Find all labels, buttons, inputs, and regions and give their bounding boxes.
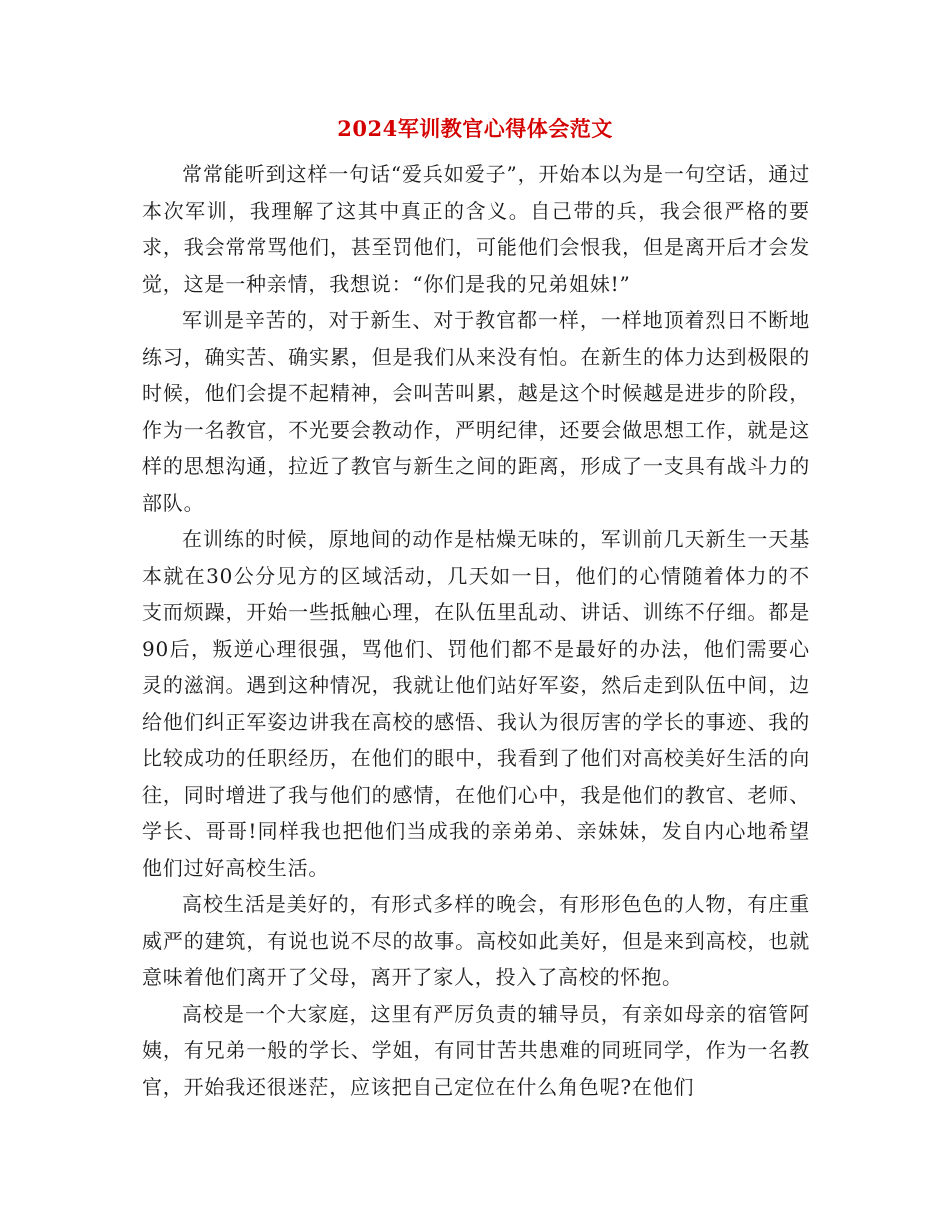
- paragraph-2: 军训是辛苦的，对于新生、对于教官都一样，一样地顶着烈日不断地练习，确实苦、确实累，但是我们从来没有怕。在新生的体力达到极限的时候，他们会提不起精神，会叫苦叫累，越是这个时候越是进步的阶段，作为一名教官，不光要会教动作，严明纪律，还要会做思想工作，就是这样的思想沟通，拉近了教官与新生之间的距离，形成了一支具有战斗力的部队。: [142, 308, 810, 515]
- paragraph-5: 高校是一个大家庭，这里有严厉负责的辅导员，有亲如母亲的宿管阿姨，有兄弟一般的学长、学姐，有同甘苦共患难的同班同学，作为一名教官，开始我还很迷茫，应该把自己定位在什么角色呢?在他们: [142, 1001, 810, 1099]
- document-title: 2024军训教官心得体会范文: [337, 116, 613, 141]
- document-body: [142, 156, 810, 1105]
- paragraph-3: 在训练的时候，原地间的动作是枯燥无味的，军训前几天新生一天基本就在30公分见方的区域活动，几天如一日，他们的心情随着体力的不支而烦躁，开始一些抵触心理，在队伍里乱动、讲话、训练不仔细。都是90后，叛逆心理很强，骂他们、罚他们都不是最好的办法，他们需要心灵的滋润。遇到这种情况，我就让他们站好军姿，然后走到队伍中间，边给他们纠正军姿边讲我在高校的感悟、我认为很厉害的学长的事迹、我的比较成功的任职经历，在他们的眼中，我看到了他们对高校美好生活的向往，同时增进了我与他们的感情，在他们心中，我是他们的教官、老师、学长、哥哥!同样我也把他们当成我的亲弟弟、亲妹妹，发自内心地希望他们过好高校生活。: [142, 527, 810, 880]
- paragraph-4: 高校生活是美好的，有形式多样的晚会，有形形色色的人物，有庄重威严的建筑，有说也说不尽的故事。高校如此美好，但是来到高校，也就意味着他们离开了父母，离开了家人，投入了高校的怀抱。: [142, 892, 810, 989]
- paragraph-1: 常常能听到这样一句话“爱兵如爱子”，开始本以为是一句空话，通过本次军训，我理解了这其中真正的含义。自己带的兵，我会很严格的要求，我会常常骂他们，甚至罚他们，可能他们会恨我，但是离开后才会发觉，这是一种亲情，我想说：“你们是我的兄弟姐妹!”: [142, 162, 810, 296]
